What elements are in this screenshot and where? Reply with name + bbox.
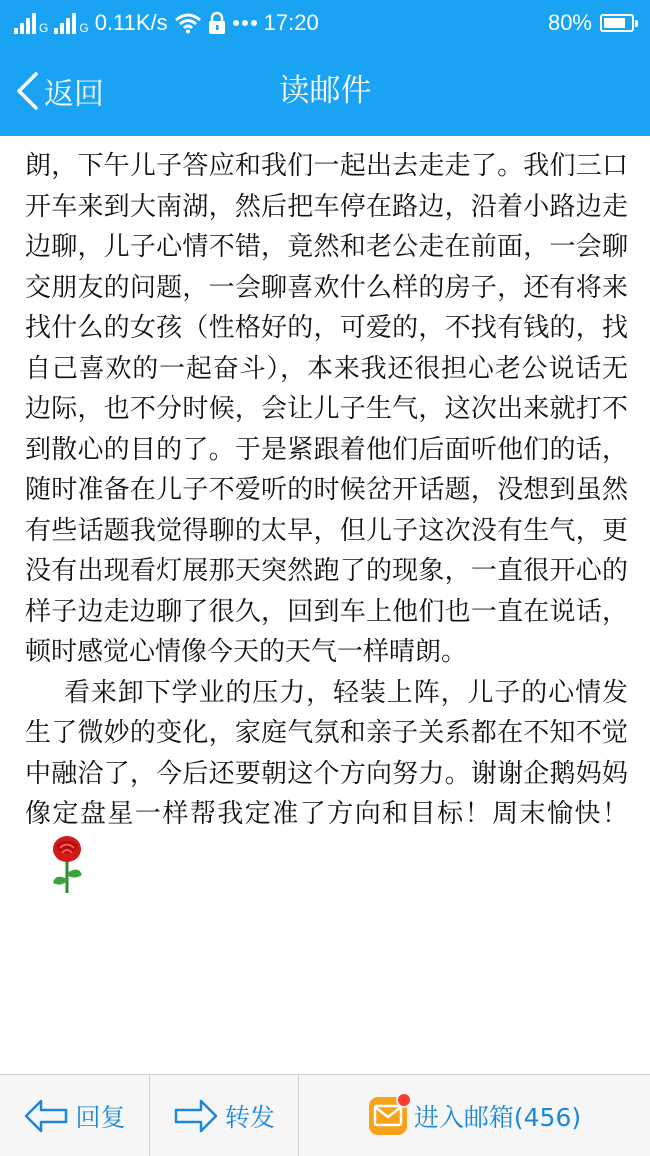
lock-icon (208, 11, 226, 35)
more-icon (232, 19, 258, 27)
battery-percent: 80% (547, 10, 592, 35)
page-title: 读邮件 (278, 73, 372, 109)
reply-arrow-icon (23, 1098, 69, 1134)
mail-content[interactable] (0, 136, 650, 1074)
battery-icon (600, 14, 634, 32)
signal-sim2-icon: G (54, 12, 88, 34)
network-speed: 0.11K/s (94, 10, 168, 35)
signal-sim1-icon: G (14, 12, 48, 34)
forward-arrow-icon (173, 1098, 219, 1134)
unread-dot (396, 1092, 412, 1108)
rose-emoji-icon (47, 835, 87, 895)
inbox-label: 进入邮箱(456) (413, 1102, 582, 1132)
mail-icon (368, 1096, 408, 1136)
nav-bar (0, 46, 650, 136)
mail-body (25, 146, 628, 903)
status-right (548, 10, 634, 36)
status-bar (0, 0, 650, 46)
enter-inbox-button[interactable] (299, 1075, 650, 1156)
forward-label: 转发 (224, 1102, 275, 1132)
mail-paragraph-1: 朗，下午儿子答应和我们一起出去走走了。我们三口开车来到大南湖，然后把车停在路边，沿着小路边走边聊，儿子心情不错，竟然和老公走在前面，一会聊交朋友的问题，一会聊喜欢什么样的房子，还有将来找什么的女孩（性格好的，可爱的，不找有钱的，找自己喜欢的一起奋斗），本来我还很担心老公说话无边际，也不分时候，会让儿子生气，这次出来就打不到散心的目的了。于是紧跟着他们后面听他们的话，随时准备在儿子不爱听的时候岔开话题，没想到虽然有些话题我觉得聊的太早，但儿子这次没有生气，更没有出现看灯展那天突然跑了的现象，一直很开心的样子边走边聊了很久，回到车上他们也一直在说话，顿时感觉心情像今天的天气一样晴朗。 (25, 151, 628, 667)
reply-label: 回复 (75, 1102, 126, 1132)
forward-button[interactable] (150, 1075, 298, 1156)
reply-button[interactable] (0, 1075, 149, 1156)
clock: 17:20 (263, 10, 319, 35)
status-left (14, 10, 319, 36)
back-label: 返回 (44, 77, 104, 112)
wifi-icon (174, 12, 202, 34)
bottom-action-bar (0, 1074, 650, 1156)
mail-paragraph-2: 看来卸下学业的压力，轻装上阵，儿子的心情发生了微妙的变化，家庭气氛和亲子关系都在不知不觉中融洽了，今后还要朝这个方向努力。谢谢企鹅妈妈像定盘星一样帮我定准了方向和目标！周末愉快！ (25, 673, 628, 904)
